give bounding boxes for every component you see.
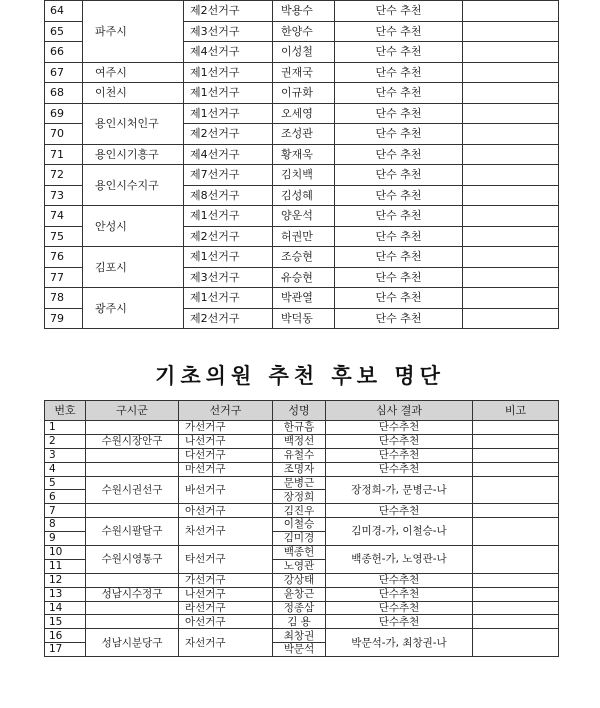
candidate-name: 강상태 [273, 573, 326, 587]
remarks-cell [473, 629, 559, 657]
district-cell: 차선거구 [179, 518, 273, 546]
remarks-cell [473, 587, 559, 601]
district-cell: 제1선거구 [184, 288, 273, 309]
candidate-name: 백종헌 [273, 546, 326, 560]
row-number: 7 [45, 504, 86, 518]
review-result: 단수추천 [326, 434, 473, 448]
row-number: 72 [45, 165, 83, 186]
row-number: 13 [45, 587, 86, 601]
region-cell: 안성시 [83, 206, 184, 247]
review-result: 단수 추천 [335, 185, 463, 206]
review-result: 단수 추천 [335, 83, 463, 104]
region-cell: 수원시영통구 [86, 546, 179, 574]
region-cell [86, 601, 179, 615]
row-number: 70 [45, 124, 83, 145]
district-cell: 다선거구 [179, 448, 273, 462]
remarks-cell [463, 288, 559, 309]
candidate-name: 이철승 [273, 518, 326, 532]
region-cell [86, 504, 179, 518]
row-number: 73 [45, 185, 83, 206]
remarks-cell [473, 546, 559, 574]
table-row [45, 448, 559, 462]
region-cell: 용인시수지구 [83, 165, 184, 206]
candidate-name: 김치백 [273, 165, 335, 186]
district-cell: 라선거구 [179, 601, 273, 615]
candidate-name: 양운석 [273, 206, 335, 227]
review-result: 단수 추천 [335, 226, 463, 247]
row-number: 14 [45, 601, 86, 615]
table-row [45, 165, 559, 186]
candidate-name: 한양수 [273, 21, 335, 42]
table-row [45, 103, 559, 124]
table-row [45, 462, 559, 476]
remarks-cell [473, 615, 559, 629]
row-number: 16 [45, 629, 86, 643]
district-cell: 제1선거구 [184, 62, 273, 83]
district-cell: 나선거구 [179, 434, 273, 448]
candidate-name: 이성철 [273, 42, 335, 63]
row-number: 69 [45, 103, 83, 124]
table-row [45, 83, 559, 104]
table-row [45, 601, 559, 615]
remarks-cell [463, 267, 559, 288]
column-header: 비고 [473, 401, 559, 421]
candidate-name: 노영관 [273, 559, 326, 573]
district-cell: 제4선거구 [184, 42, 273, 63]
table-row [45, 476, 559, 490]
remarks-cell [473, 462, 559, 476]
candidate-name: 이규화 [273, 83, 335, 104]
table-header-row [45, 401, 559, 421]
review-result: 단수 추천 [335, 1, 463, 22]
table-row [45, 434, 559, 448]
candidate-name: 윤창근 [273, 587, 326, 601]
remarks-cell [463, 226, 559, 247]
remarks-cell [463, 21, 559, 42]
region-cell: 김포시 [83, 247, 184, 288]
remarks-cell [473, 448, 559, 462]
district-cell: 마선거구 [179, 462, 273, 476]
review-result: 단수 추천 [335, 165, 463, 186]
review-result: 단수추천 [326, 462, 473, 476]
region-cell: 성남시분당구 [86, 629, 179, 657]
region-cell [86, 462, 179, 476]
table-row [45, 615, 559, 629]
table-row [45, 206, 559, 227]
review-result: 단수추천 [326, 504, 473, 518]
table-row [45, 288, 559, 309]
district-cell: 바선거구 [179, 476, 273, 504]
district-cell: 제2선거구 [184, 124, 273, 145]
remarks-cell [463, 103, 559, 124]
row-number: 6 [45, 490, 86, 504]
district-cell: 제3선거구 [184, 267, 273, 288]
region-cell: 용인시처인구 [83, 103, 184, 144]
candidate-name: 권재국 [273, 62, 335, 83]
row-number: 68 [45, 83, 83, 104]
row-number: 5 [45, 476, 86, 490]
table-row [45, 504, 559, 518]
remarks-cell [463, 185, 559, 206]
district-cell: 제8선거구 [184, 185, 273, 206]
table-row [45, 629, 559, 643]
upper-candidate-table [44, 0, 559, 329]
review-result: 단수 추천 [335, 103, 463, 124]
row-number: 2 [45, 434, 86, 448]
row-number: 67 [45, 62, 83, 83]
district-cell: 제1선거구 [184, 83, 273, 104]
remarks-cell [473, 601, 559, 615]
district-cell: 제4선거구 [184, 144, 273, 165]
candidate-name: 유승현 [273, 267, 335, 288]
row-number: 66 [45, 42, 83, 63]
remarks-cell [473, 504, 559, 518]
row-number: 3 [45, 448, 86, 462]
region-cell [86, 573, 179, 587]
district-cell: 제1선거구 [184, 247, 273, 268]
row-number: 10 [45, 546, 86, 560]
review-result: 단수 추천 [335, 42, 463, 63]
candidate-name: 박문석 [273, 643, 326, 657]
district-cell: 제1선거구 [184, 206, 273, 227]
candidate-name: 김 용 [273, 615, 326, 629]
region-cell: 용인시기흥구 [83, 144, 184, 165]
review-result: 단수 추천 [335, 206, 463, 227]
row-number: 17 [45, 643, 86, 657]
remarks-cell [463, 206, 559, 227]
candidate-name: 정종삼 [273, 601, 326, 615]
table-row [45, 1, 559, 22]
review-result: 단수 추천 [335, 308, 463, 329]
district-cell: 제1선거구 [184, 103, 273, 124]
district-cell: 아선거구 [179, 615, 273, 629]
district-cell: 타선거구 [179, 546, 273, 574]
review-result: 단수추천 [326, 615, 473, 629]
remarks-cell [473, 573, 559, 587]
candidate-name: 김진우 [273, 504, 326, 518]
candidate-name: 오세영 [273, 103, 335, 124]
row-number: 76 [45, 247, 83, 268]
remarks-cell [473, 476, 559, 504]
review-result: 백종헌-가, 노영관-나 [326, 546, 473, 574]
region-cell: 이천시 [83, 83, 184, 104]
district-cell: 나선거구 [179, 587, 273, 601]
row-number: 78 [45, 288, 83, 309]
region-cell: 여주시 [83, 62, 184, 83]
table-row [45, 546, 559, 560]
row-number: 4 [45, 462, 86, 476]
candidate-name: 유철수 [273, 448, 326, 462]
review-result: 단수 추천 [335, 288, 463, 309]
candidate-name: 최창권 [273, 629, 326, 643]
candidate-name: 김미경 [273, 532, 326, 546]
remarks-cell [463, 144, 559, 165]
district-cell: 가선거구 [179, 573, 273, 587]
region-cell [86, 448, 179, 462]
district-cell: 제3선거구 [184, 21, 273, 42]
district-cell: 제2선거구 [184, 308, 273, 329]
row-number: 12 [45, 573, 86, 587]
review-result: 단수추천 [326, 448, 473, 462]
basic-council-candidate-table [44, 400, 559, 657]
row-number: 71 [45, 144, 83, 165]
review-result: 단수 추천 [335, 62, 463, 83]
candidate-name: 조명자 [273, 462, 326, 476]
row-number: 8 [45, 518, 86, 532]
region-cell [86, 421, 179, 435]
row-number: 65 [45, 21, 83, 42]
table-row [45, 573, 559, 587]
region-cell [86, 615, 179, 629]
region-cell: 광주시 [83, 288, 184, 329]
column-header: 구시군 [86, 401, 179, 421]
remarks-cell [463, 247, 559, 268]
candidate-name: 허권만 [273, 226, 335, 247]
table-row [45, 247, 559, 268]
row-number: 77 [45, 267, 83, 288]
region-cell: 성남시수정구 [86, 587, 179, 601]
district-cell: 제2선거구 [184, 226, 273, 247]
region-cell: 파주시 [83, 1, 184, 63]
remarks-cell [463, 308, 559, 329]
page-title: 기초의원 추천 후보 명단 [155, 363, 445, 388]
table-row [45, 62, 559, 83]
review-result: 박문석-가, 최창권-나 [326, 629, 473, 657]
candidate-name: 한규흠 [273, 421, 326, 435]
column-header: 번호 [45, 401, 86, 421]
row-number: 11 [45, 559, 86, 573]
remarks-cell [463, 165, 559, 186]
review-result: 단수추천 [326, 421, 473, 435]
row-number: 75 [45, 226, 83, 247]
remarks-cell [463, 83, 559, 104]
review-result: 단수추천 [326, 573, 473, 587]
district-cell: 제2선거구 [184, 1, 273, 22]
row-number: 74 [45, 206, 83, 227]
table-row [45, 518, 559, 532]
candidate-name: 백정선 [273, 434, 326, 448]
candidate-name: 문병근 [273, 476, 326, 490]
candidate-name: 조성관 [273, 124, 335, 145]
row-number: 1 [45, 421, 86, 435]
review-result: 장정희-가, 문병근-나 [326, 476, 473, 504]
column-header: 성명 [273, 401, 326, 421]
review-result: 단수 추천 [335, 247, 463, 268]
district-cell: 가선거구 [179, 421, 273, 435]
region-cell: 수원시팔달구 [86, 518, 179, 546]
candidate-name: 박관열 [273, 288, 335, 309]
candidate-name: 박덕동 [273, 308, 335, 329]
candidate-name: 박용수 [273, 1, 335, 22]
row-number: 79 [45, 308, 83, 329]
district-cell: 제7선거구 [184, 165, 273, 186]
row-number: 9 [45, 532, 86, 546]
review-result: 단수 추천 [335, 267, 463, 288]
table-row [45, 144, 559, 165]
region-cell: 수원시권선구 [86, 476, 179, 504]
column-header: 선거구 [179, 401, 273, 421]
review-result: 단수추천 [326, 601, 473, 615]
column-header: 심사 결과 [326, 401, 473, 421]
review-result: 김미경-가, 이철승-나 [326, 518, 473, 546]
row-number: 64 [45, 1, 83, 22]
region-cell: 수원시장안구 [86, 434, 179, 448]
row-number: 15 [45, 615, 86, 629]
candidate-name: 황재욱 [273, 144, 335, 165]
candidate-name: 김성혜 [273, 185, 335, 206]
remarks-cell [473, 518, 559, 546]
district-cell: 아선거구 [179, 504, 273, 518]
review-result: 단수 추천 [335, 21, 463, 42]
review-result: 단수 추천 [335, 124, 463, 145]
district-cell: 자선거구 [179, 629, 273, 657]
remarks-cell [463, 1, 559, 22]
table-row [45, 587, 559, 601]
remarks-cell [463, 42, 559, 63]
remarks-cell [463, 62, 559, 83]
remarks-cell [473, 434, 559, 448]
candidate-name: 장정희 [273, 490, 326, 504]
review-result: 단수추천 [326, 587, 473, 601]
candidate-name: 조승현 [273, 247, 335, 268]
review-result: 단수 추천 [335, 144, 463, 165]
remarks-cell [463, 124, 559, 145]
remarks-cell [473, 421, 559, 435]
table-row [45, 421, 559, 435]
